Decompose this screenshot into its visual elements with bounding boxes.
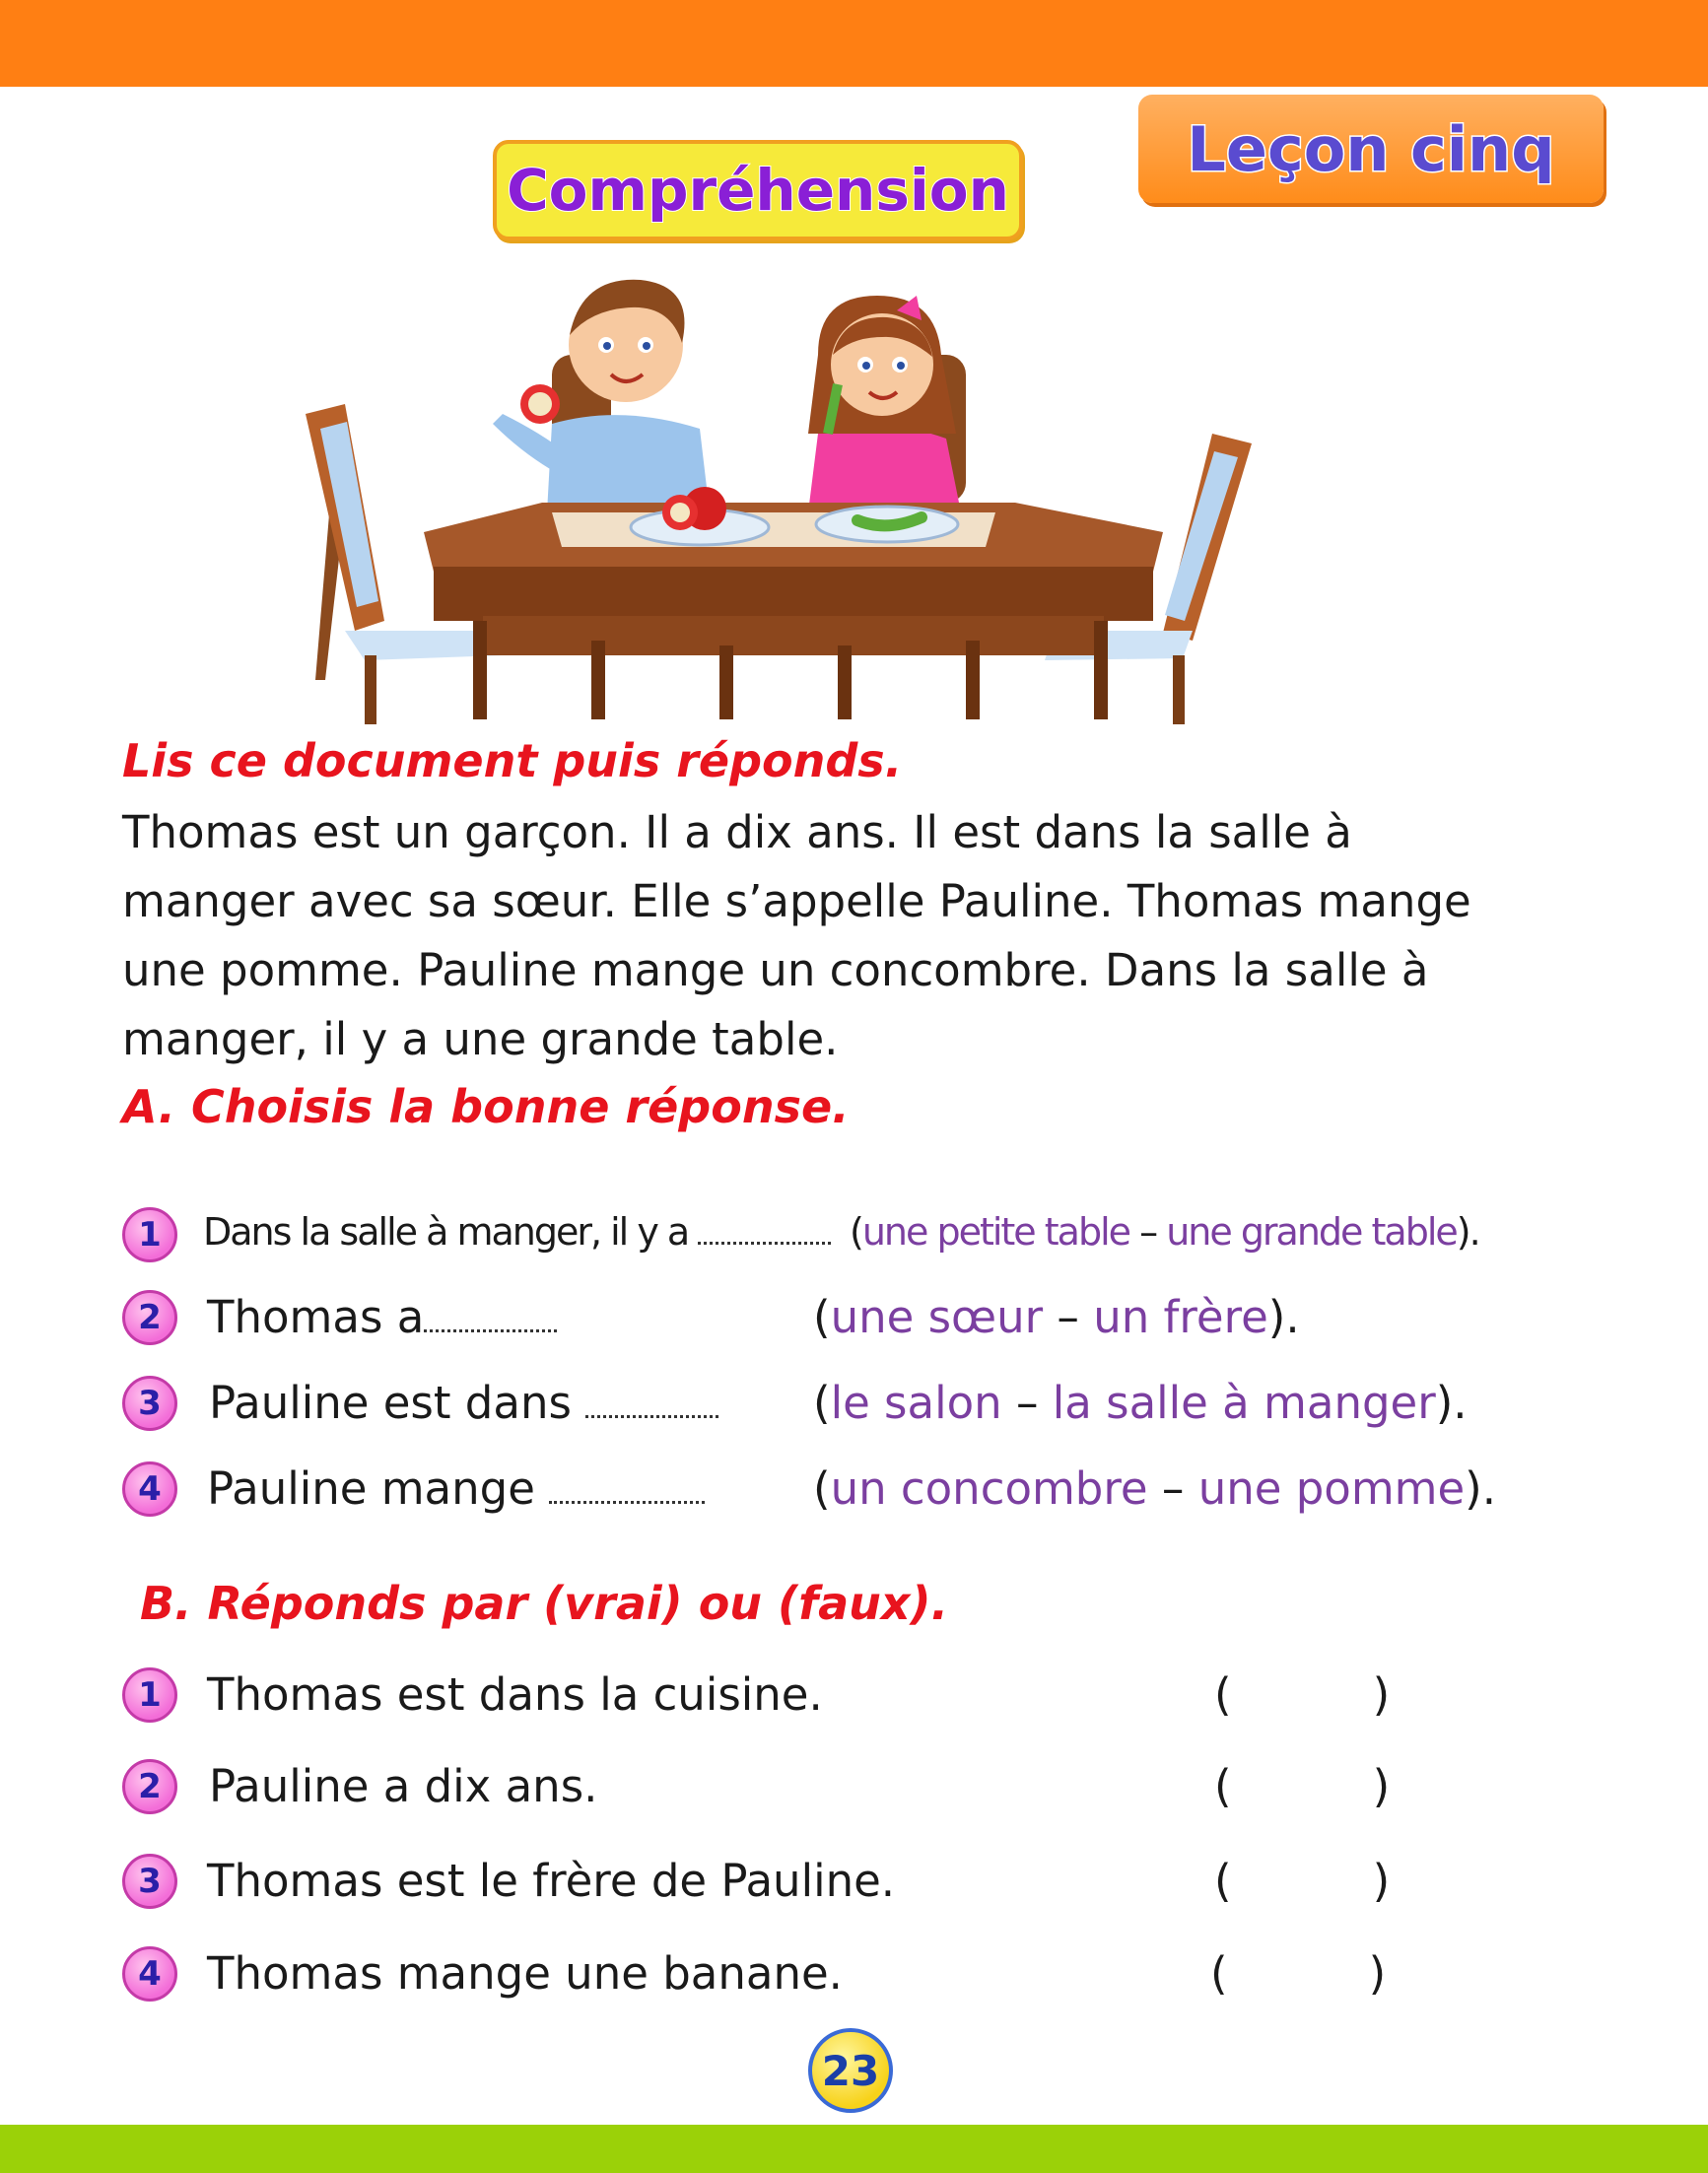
dining-table-illustration — [306, 266, 1252, 729]
table — [424, 487, 1163, 719]
question-b2: Pauline a dix ans. — [209, 1760, 598, 1812]
question-number-badge: 1 — [122, 1667, 177, 1723]
choice-option[interactable]: une sœur — [830, 1291, 1044, 1343]
section-a-heading: A. Choisis la bonne réponse. — [122, 1080, 850, 1133]
true-false-answer-box[interactable]: ( ) — [1210, 1947, 1387, 2000]
section-badge — [493, 140, 1023, 240]
lesson-title: Leçon cinq — [1187, 112, 1555, 185]
choice-option[interactable]: la salle à manger — [1052, 1377, 1436, 1429]
question-b3: Thomas est le frère de Pauline. — [207, 1855, 896, 1907]
passage-line: manger avec sa sœur. Elle s’appelle Pauline. Thomas mange — [122, 875, 1471, 927]
true-false-answer-box[interactable]: ( ) — [1214, 1760, 1391, 1812]
instruction-heading: Lis ce document puis réponds. — [122, 734, 903, 787]
choice-option[interactable]: une pomme — [1197, 1462, 1466, 1515]
question-a3: Pauline est dans — [209, 1377, 718, 1429]
passage-line: manger, il y a une grande table. — [122, 1013, 839, 1065]
answer-blank[interactable] — [549, 1491, 705, 1504]
answer-blank[interactable] — [424, 1320, 557, 1332]
choices-a2: (une sœur – un frère). — [813, 1291, 1300, 1343]
choice-option[interactable]: un frère — [1093, 1291, 1268, 1343]
question-number-badge: 3 — [122, 1376, 177, 1431]
question-number-badge: 2 — [122, 1290, 177, 1345]
true-false-answer-box[interactable]: ( ) — [1214, 1668, 1391, 1721]
reading-passage — [122, 798, 1601, 1074]
choice-option[interactable]: un concombre — [830, 1462, 1148, 1515]
top-color-bar — [0, 0, 1708, 87]
question-number-badge: 3 — [122, 1854, 177, 1909]
question-a2: Thomas a — [207, 1291, 557, 1343]
choice-option[interactable]: le salon — [830, 1377, 1002, 1429]
answer-blank[interactable] — [698, 1232, 831, 1245]
lesson-badge — [1138, 95, 1604, 203]
question-number-badge: 1 — [122, 1207, 177, 1262]
section-title: Compréhension — [507, 157, 1009, 224]
choice-option[interactable]: une petite table — [861, 1210, 1130, 1254]
choices-a4: (un concombre – une pomme). — [813, 1462, 1497, 1515]
question-a4: Pauline mange — [207, 1462, 705, 1515]
question-b1: Thomas est dans la cuisine. — [207, 1668, 823, 1721]
passage-line: Thomas est un garçon. Il a dix ans. Il est dans la salle à — [122, 806, 1352, 858]
bottom-color-bar — [0, 2125, 1708, 2173]
question-a1: Dans la salle à manger, il y a — [203, 1210, 831, 1254]
choice-option[interactable]: une grande table — [1166, 1210, 1457, 1254]
section-b-heading: B. Réponds par (vrai) ou (faux). — [140, 1577, 949, 1630]
true-false-answer-box[interactable]: ( ) — [1214, 1855, 1391, 1907]
choices-a1: (une petite table – une grande table). — [850, 1210, 1479, 1254]
girl-pauline — [808, 296, 961, 512]
page-number: 23 — [808, 2028, 893, 2113]
question-number-badge: 2 — [122, 1759, 177, 1814]
choices-a3: (le salon – la salle à manger). — [813, 1377, 1468, 1429]
passage-line: une pomme. Pauline mange un concombre. Dans la salle à — [122, 944, 1429, 996]
boy-thomas — [493, 280, 710, 512]
question-number-badge: 4 — [122, 1946, 177, 2002]
answer-blank[interactable] — [585, 1405, 718, 1418]
question-number-badge: 4 — [122, 1461, 177, 1517]
question-b4: Thomas mange une banane. — [207, 1947, 843, 2000]
